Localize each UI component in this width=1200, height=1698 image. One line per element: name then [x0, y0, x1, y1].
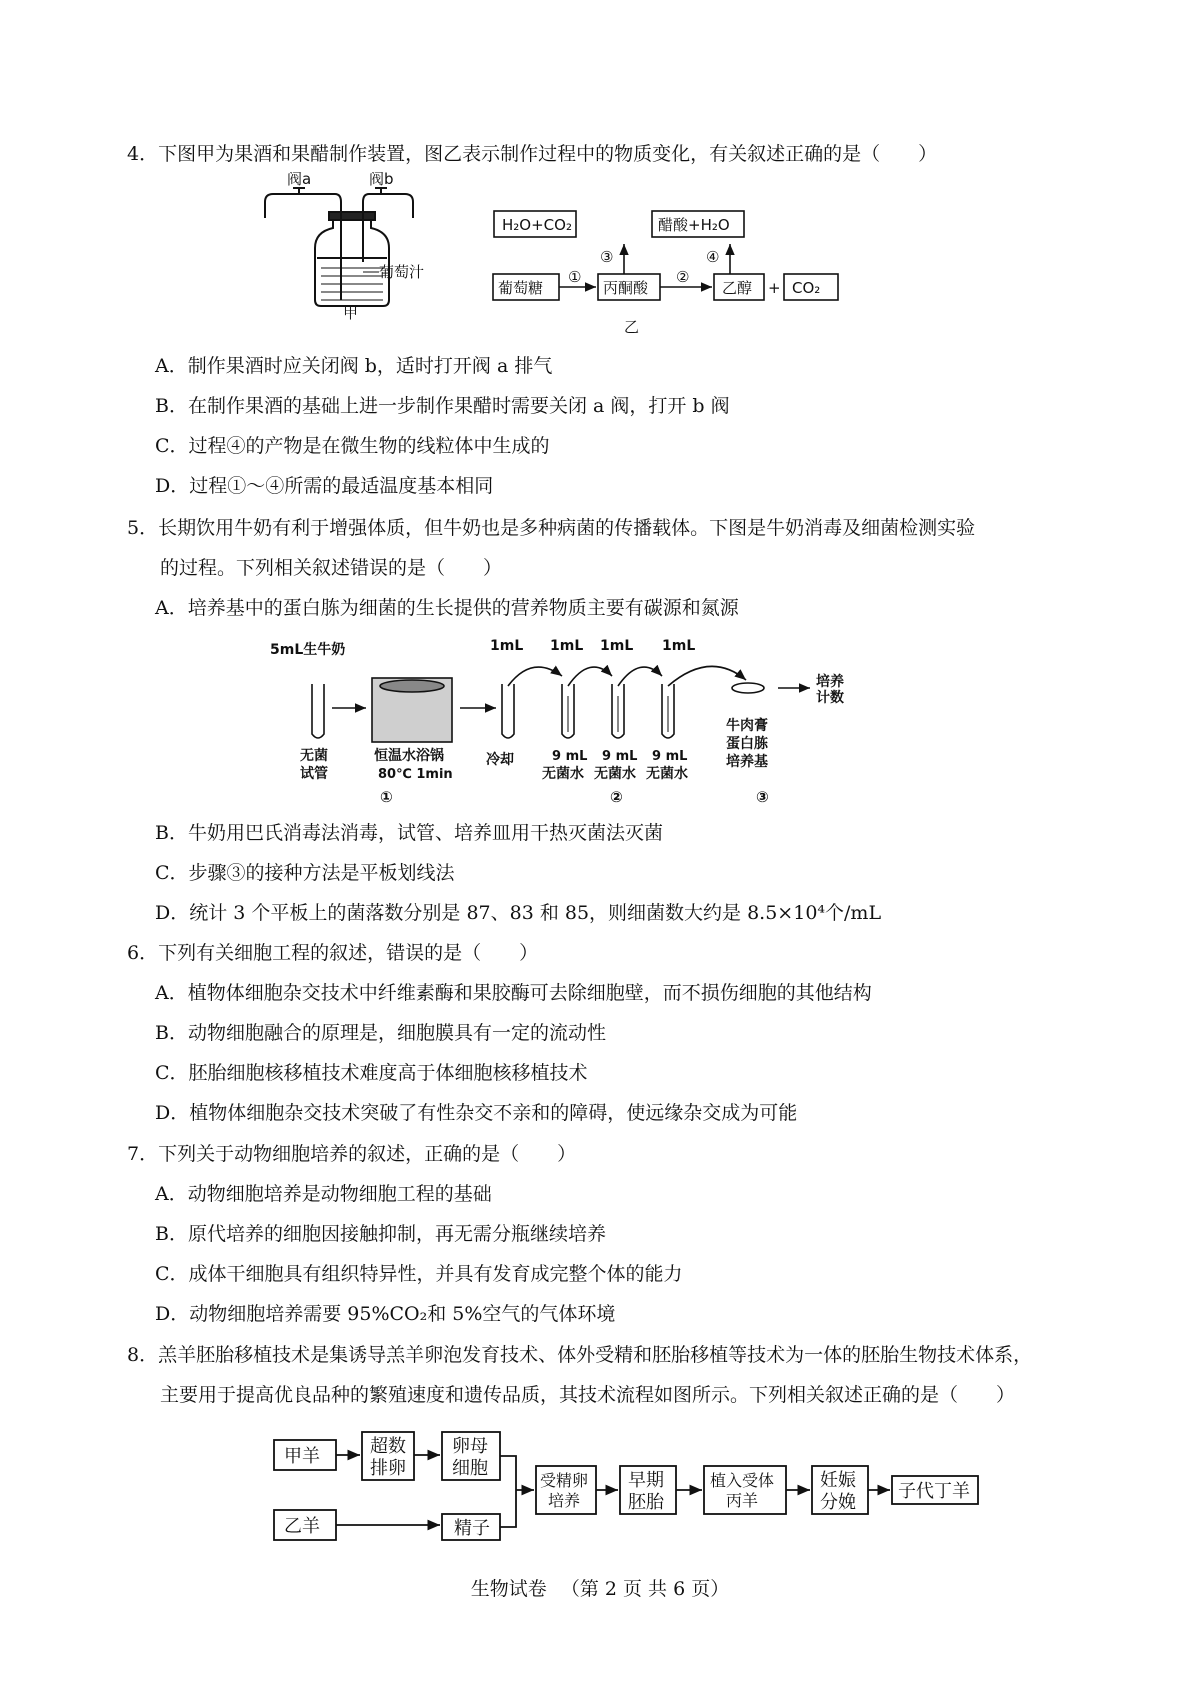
co2-box: CO₂: [792, 279, 821, 297]
ml-label-3: 1mL: [600, 638, 634, 654]
q4-figure-yi: [488, 206, 878, 338]
water-vol-3: 9 mL: [652, 749, 688, 764]
flow-fert-1: 受精卵: [540, 1471, 589, 1490]
step-3: ③: [600, 248, 614, 266]
ml-label-2: 1mL: [550, 638, 584, 654]
milk-label: 5mL生牛奶: [270, 642, 346, 658]
q4-stem: 4．下图甲为果酒和果醋制作装置，图乙表示制作过程中的物质变化，有关叙述正确的是（ ）: [127, 143, 938, 165]
flow-preg-2: 分娩: [820, 1492, 856, 1513]
water-vol-1: 9 mL: [552, 749, 588, 764]
flow-superov-2: 排卵: [370, 1458, 406, 1479]
flow-sheep-a: 甲羊: [284, 1446, 320, 1467]
water-label-1: 无菌水: [542, 766, 584, 782]
flow-fert-2: 培养: [548, 1491, 581, 1510]
q7-stem: 7．下列关于动物细胞培养的叙述，正确的是（ ）: [127, 1143, 577, 1165]
q8-stem-line1: 8．羔羊胚胎移植技术是集诱导羔羊卵泡发育技术、体外受精和胚胎移植等技术为一体的胚胎生物技术体系，: [127, 1344, 1033, 1366]
water-vol-2: 9 mL: [602, 749, 638, 764]
medium-label-1: 牛肉膏: [726, 718, 768, 734]
q5-option-b: B．牛奶用巴氏消毒法消毒，试管、培养皿用干热灭菌法灭菌: [155, 822, 663, 844]
count-label-2: 计数: [816, 690, 844, 706]
footer-page: （第 2 页 共 6 页）: [560, 1578, 730, 1600]
acetic-box: 醋酸+H₂O: [658, 216, 730, 234]
q4-option-a: A．制作果酒时应关闭阀 b，适时打开阀 a 排气: [155, 355, 553, 377]
ethanol-box: 乙醇: [722, 279, 753, 297]
q4-option-b: B．在制作果酒的基础上进一步制作果醋时需要关闭 a 阀，打开 b 阀: [155, 395, 730, 417]
q8-stem-line2: 主要用于提高优良品种的繁殖速度和遗传品质，其技术流程如图所示。下列相关叙述正确的是（ ）: [160, 1384, 1016, 1406]
glucose-box: 葡萄糖: [498, 279, 544, 297]
flow-superov-1: 超数: [370, 1436, 406, 1457]
q6-option-c: C．胚胎细胞核移植技术难度高于体细胞核移植技术: [155, 1062, 588, 1084]
flow-egg-1: 卵母: [452, 1436, 488, 1457]
juice-label: 葡萄汁: [379, 263, 425, 281]
flow-early-2: 胚胎: [628, 1492, 664, 1513]
cool-label: 冷却: [486, 752, 514, 768]
pyruvate-box: 丙酮酸: [603, 279, 649, 297]
flow-preg-1: 妊娠: [820, 1470, 856, 1491]
q5-stem-line1: 5．长期饮用牛奶有利于增强体质，但牛奶也是多种病菌的传播载体。下图是牛奶消毒及细菌检测实验: [127, 517, 976, 539]
valve-a-label: 阀a: [287, 172, 312, 188]
q7-option-b: B．原代培养的细胞因接触抑制，再无需分瓶继续培养: [155, 1223, 606, 1245]
water-label-3: 无菌水: [646, 766, 688, 782]
flow-sheep-b: 乙羊: [284, 1516, 320, 1537]
step2-marker: ②: [610, 788, 623, 806]
q7-option-a: A．动物细胞培养是动物细胞工程的基础: [155, 1183, 492, 1205]
q6-stem: 6．下列有关细胞工程的叙述，错误的是（ ）: [127, 942, 539, 964]
flow-implant-1: 植入受体: [710, 1471, 775, 1490]
q5-figure: [270, 636, 920, 806]
flow-sperm: 精子: [454, 1518, 490, 1539]
q5-option-c: C．步骤③的接种方法是平板划线法: [155, 862, 455, 884]
ml-label-1: 1mL: [490, 638, 524, 654]
water-label-2: 无菌水: [594, 766, 636, 782]
yi-caption: 乙: [624, 318, 640, 336]
sterile-tube-label-1: 无菌: [300, 748, 328, 764]
step-2: ②: [676, 268, 690, 286]
q5-option-d: D．统计 3 个平板上的菌落数分别是 87、83 和 85，则细菌数大约是 8.5×10⁴个/mL: [155, 902, 882, 924]
q5-option-a-text: A．培养基中的蛋白胨为细菌的生长提供的营养物质主要有碳源和氮源: [155, 597, 739, 619]
count-label-1: 培养: [816, 674, 844, 690]
medium-label-3: 培养基: [726, 754, 768, 770]
flow-implant-2: 丙羊: [726, 1491, 759, 1510]
plus-sign: +: [768, 279, 781, 297]
q7-option-d: D．动物细胞培养需要 95%CO₂和 5%空气的气体环境: [155, 1303, 616, 1325]
page-footer: [0, 1574, 1200, 1601]
step-4: ④: [706, 248, 720, 266]
footer-subject: 生物试卷: [470, 1578, 547, 1600]
q4-option-c: C．过程④的产物是在微生物的线粒体中生成的: [155, 435, 550, 457]
flow-early-1: 早期: [628, 1470, 664, 1491]
step-1: ①: [568, 268, 582, 286]
q6-option-d: D．植物体细胞杂交技术突破了有性杂交不亲和的障碍，使远缘杂交成为可能: [155, 1102, 798, 1124]
q6-option-b: B．动物细胞融合的原理是，细胞膜具有一定的流动性: [155, 1022, 606, 1044]
valve-b-label: 阀b: [369, 172, 394, 188]
ml-label-4: 1mL: [662, 638, 696, 654]
q4-option-d: D．过程①～④所需的最适温度基本相同: [155, 475, 494, 497]
q5-stem-line2: 的过程。下列相关叙述错误的是（ ）: [160, 557, 503, 579]
sterile-tube-label-2: 试管: [300, 766, 328, 782]
q6-option-a: A．植物体细胞杂交技术中纤维素酶和果胶酶可去除细胞壁，而不损伤细胞的其他结构: [155, 982, 872, 1004]
q8-flowchart: [270, 1430, 990, 1550]
medium-label-2: 蛋白胨: [726, 736, 768, 752]
bath-cond-label: 80℃ 1min: [378, 767, 453, 782]
flow-egg-2: 细胞: [452, 1458, 488, 1479]
step1-marker: ①: [380, 788, 393, 806]
jia-caption: 甲: [343, 304, 359, 320]
flow-offspring: 子代丁羊: [898, 1481, 970, 1502]
h2o-co2-box: H₂O+CO₂: [502, 216, 572, 234]
step3-marker: ③: [756, 788, 769, 806]
q4-figure-jia: [255, 172, 455, 320]
q7-option-c: C．成体干细胞具有组织特异性，并具有发育成完整个体的能力: [155, 1263, 683, 1285]
bath-label: 恒温水浴锅: [374, 748, 444, 764]
